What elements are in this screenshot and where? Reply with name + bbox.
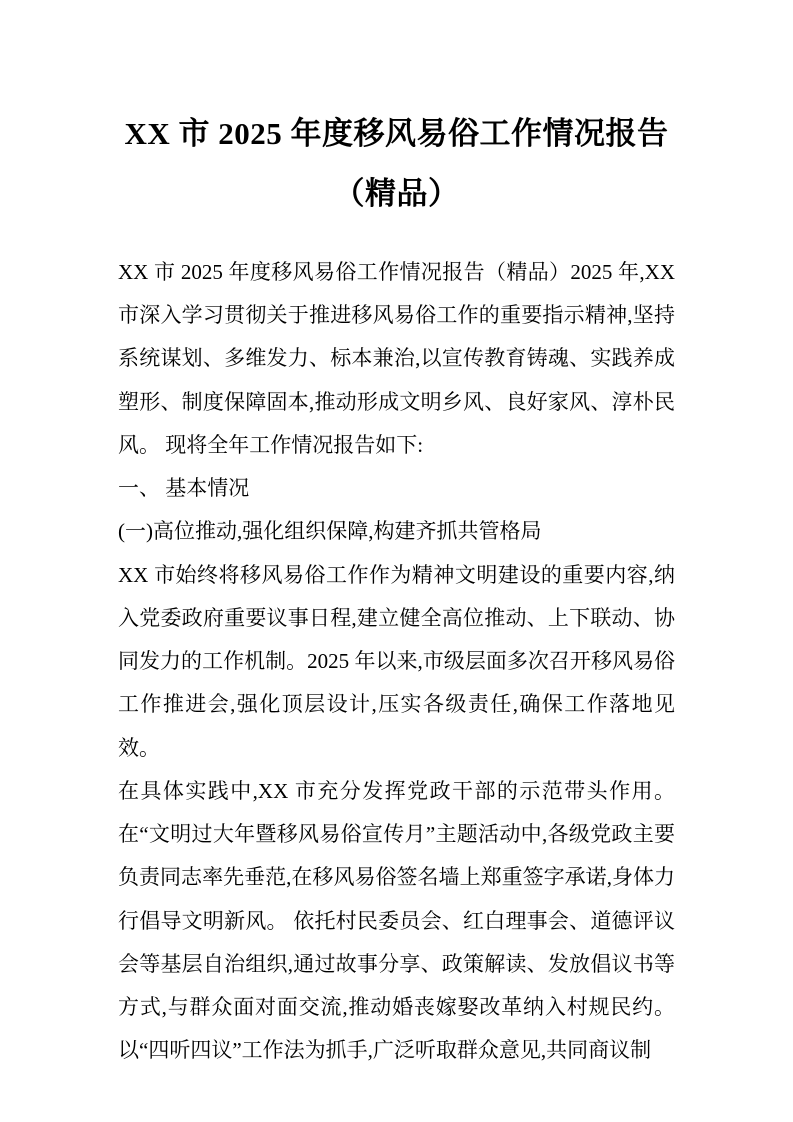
paragraph: (一)高位推动,强化组织保障,构建齐抓共管格局 [118,519,542,544]
document-title: XX 市 2025 年度移风易俗工作情况报告（精品） [124,116,669,212]
paragraph: XX 市 2025 年度移风易俗工作情况报告（精品）2025 年,XX 市深入学习贯彻关于推进移风易俗工作的重要指示精神,坚持系统谋划、多维发力、标本兼治,以宣传教育铸魂、实践养成塑形、制度保障固本,推动形成文明乡风、良好家风、淳朴民风。 现将全年工作情况报告如下: [118,259,675,457]
paragraph: 在具体实践中,XX 市充分发挥党政干部的示范带头作用。 在“文明过大年暨移风易俗宣传月”主题活动中,各级党政主要负责同志率先垂范,在移风易俗签名墙上郑重签字承诺,身体力行倡导文明新风。 依托村民委员会、红白理事会、道德评议会等基层自治组织,通过故事分享、政策解读、发放倡议书等方式,与群众面对面交流,推动婚丧嫁娶改革纳入村规民约。 以“四听四议”工作法为抓手,广泛听取群众意见,共同商议制 [118,778,675,1063]
paragraph: XX 市始终将移风易俗工作作为精神文明建设的重要内容,纳入党委政府重要议事日程,建立健全高位推动、上下联动、协同发力的工作机制。2025 年以来,市级层面多次召开移风易俗工作推进会,强化顶层设计,压实各级责任,确保工作落地见效。 [118,562,675,760]
paragraph: 一、 基本情况 [118,476,250,501]
document-body [118,251,675,1073]
